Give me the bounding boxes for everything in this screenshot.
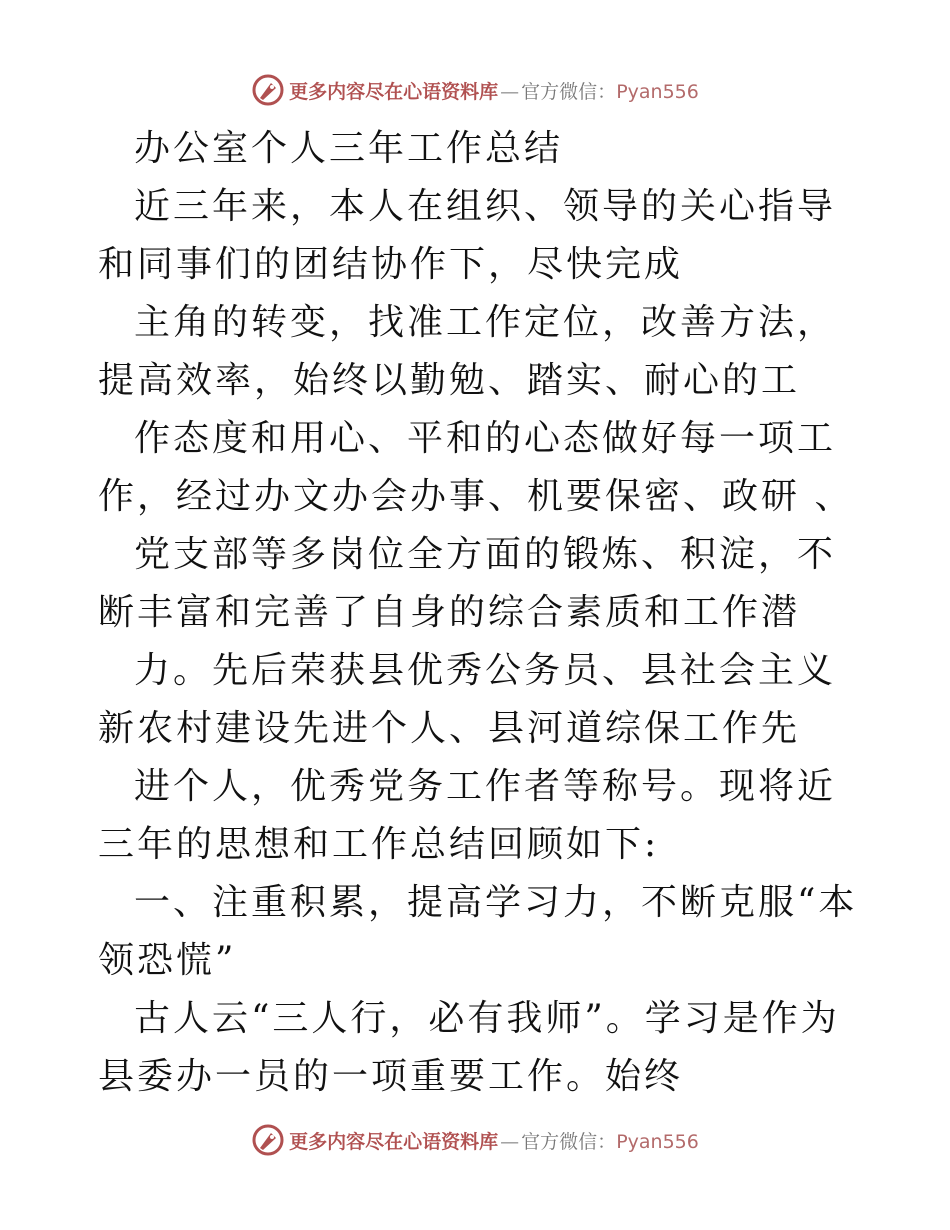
pen-nib-logo-icon xyxy=(251,73,285,107)
paragraph: 作态度和用心、平和的心态做好每一项工作，经过办文办会办事、机要保密、政研 、 xyxy=(98,418,854,517)
header-text xyxy=(289,77,699,104)
header-wechat-id: Pyan556 xyxy=(616,80,699,103)
header-main-text: 更多内容尽在心语资料库 xyxy=(289,80,499,103)
header-wechat-label: 官方微信： xyxy=(521,80,617,103)
header-separator: — xyxy=(500,80,520,103)
header-banner xyxy=(0,68,950,112)
footer-separator: — xyxy=(500,1130,520,1153)
footer-banner xyxy=(0,1118,950,1162)
document-body xyxy=(98,120,858,1106)
footer-text xyxy=(289,1127,699,1154)
footer-wechat-label: 官方微信： xyxy=(521,1130,617,1153)
footer-main-text: 更多内容尽在心语资料库 xyxy=(289,1130,499,1153)
paragraph: 近三年来，本人在组织、领导的关心指导和同事们的团结协作下，尽快完成 xyxy=(98,186,837,285)
paragraph: 党支部等多岗位全方面的锻炼、积淀，不断丰富和完善了自身的综合素质和工作潜 xyxy=(98,534,837,633)
paragraph: 主角的转变，找准工作定位，改善方法，提高效率，始终以勤勉、踏实、耐心的工 xyxy=(98,302,837,401)
paragraph: 古人云“三人行，必有我师”。学习是作为县委办一员的一项重要工作。始终 xyxy=(98,998,840,1097)
document-title: 办公室个人三年工作总结 xyxy=(134,128,564,169)
section-heading: 一、注重积累，提高学习力，不断克服“本领恐慌” xyxy=(98,882,858,981)
paragraph: 进个人，优秀党务工作者等称号。现将近三年的思想和工作总结回顾如下: xyxy=(98,766,837,865)
paragraph: 力。先后荣获县优秀公务员、县社会主义新农村建设先进个人、县河道综保工作先 xyxy=(98,650,837,749)
pen-nib-logo-icon xyxy=(251,1123,285,1157)
footer-wechat-id: Pyan556 xyxy=(616,1130,699,1153)
